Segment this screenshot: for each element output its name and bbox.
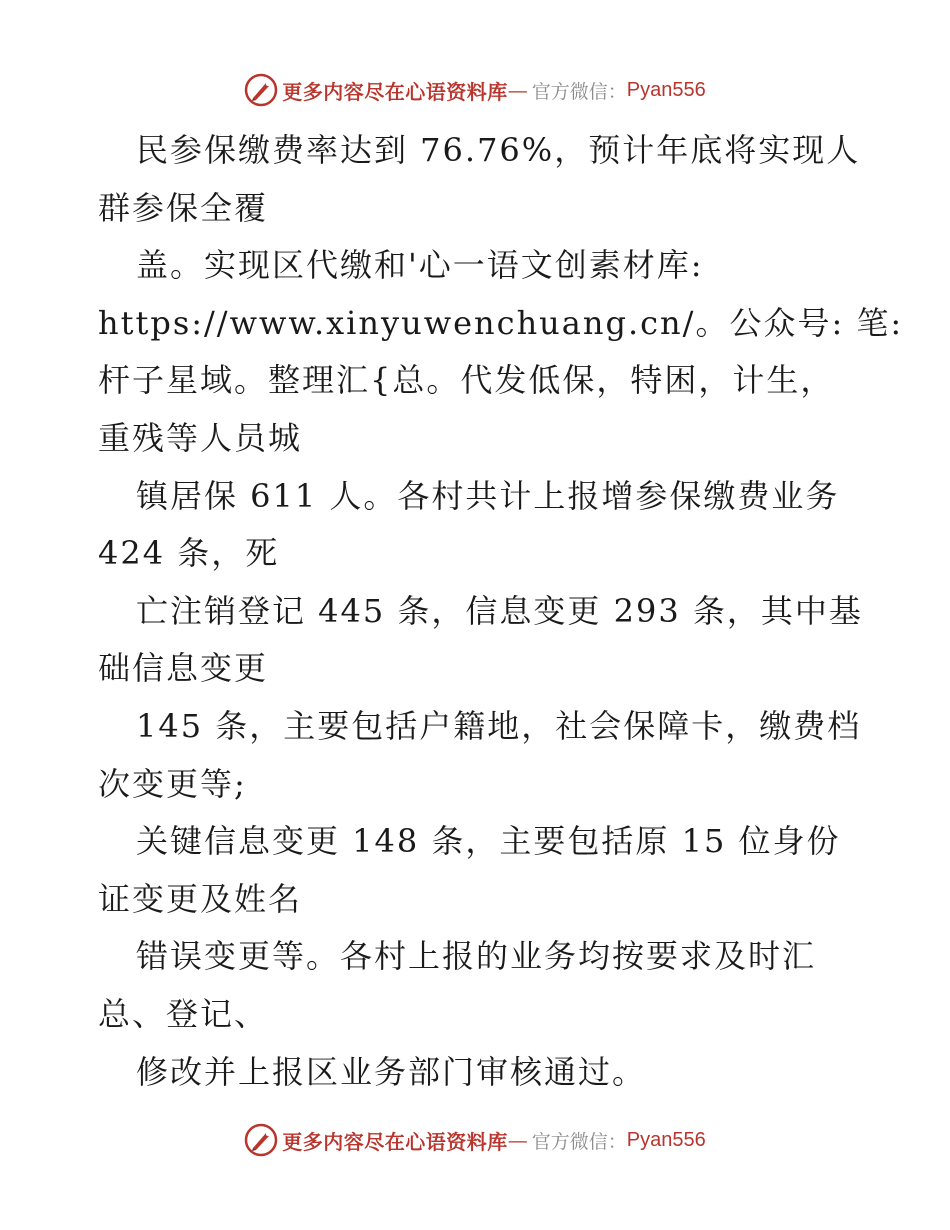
banner-separator: — <box>507 78 528 102</box>
text-line: 次变更等; <box>98 764 247 803</box>
text-line: 145 条，主要包括户籍地，社会保障卡，缴费档 <box>136 706 862 745</box>
text-line: 镇居保 611 人。各村共计上报增参保缴费业务 <box>136 476 840 515</box>
banner-wechat-id: Pyan556 <box>626 78 706 101</box>
text-line: 础信息变更 <box>98 649 269 688</box>
pen-logo-icon <box>244 73 278 107</box>
text-line: 424 条，死 <box>98 534 280 573</box>
body-paragraph <box>98 122 904 1101</box>
banner-title: 更多内容尽在心语资料库 <box>282 1129 508 1154</box>
footer-watermark-banner <box>0 1120 950 1160</box>
text-line: 亡注销登记 445 条，信息变更 293 条，其中基 <box>136 591 863 630</box>
text-line: 关键信息变更 148 条，主要包括原 15 位身份 <box>136 822 841 861</box>
banner-wechat-label: 官方微信： <box>531 1130 627 1153</box>
text-line: 民参保缴费率达到 76.76%，预计年底将实现人 <box>136 131 861 169</box>
text-line: 重残等人员城 <box>98 418 303 457</box>
text-line: 证变更及姓名 <box>98 879 303 918</box>
banner-wechat-label: 官方微信： <box>531 80 627 103</box>
text-line: 群参保全覆 <box>98 188 269 227</box>
text-line: 错误变更等。各村上报的业务均按要求及时汇 <box>136 937 817 976</box>
text-line: 盖。实现区代缴和'心一语文创素材库: <box>136 246 704 285</box>
banner-separator: — <box>507 1128 528 1152</box>
header-watermark-banner <box>0 70 950 110</box>
text-line: 杆子星域。整理汇{总。代发低保，特困，计生， <box>98 361 835 400</box>
pen-logo-icon <box>244 1123 278 1157</box>
banner-title: 更多内容尽在心语资料库 <box>282 79 508 104</box>
text-line: https://www.xinyuwenchuang.cn/。公众号: 笔: <box>98 303 904 342</box>
text-line: 修改并上报区业务部门审核通过。 <box>136 1052 647 1091</box>
banner-wechat-id: Pyan556 <box>626 1128 706 1151</box>
text-line: 总、登记、 <box>98 994 269 1033</box>
